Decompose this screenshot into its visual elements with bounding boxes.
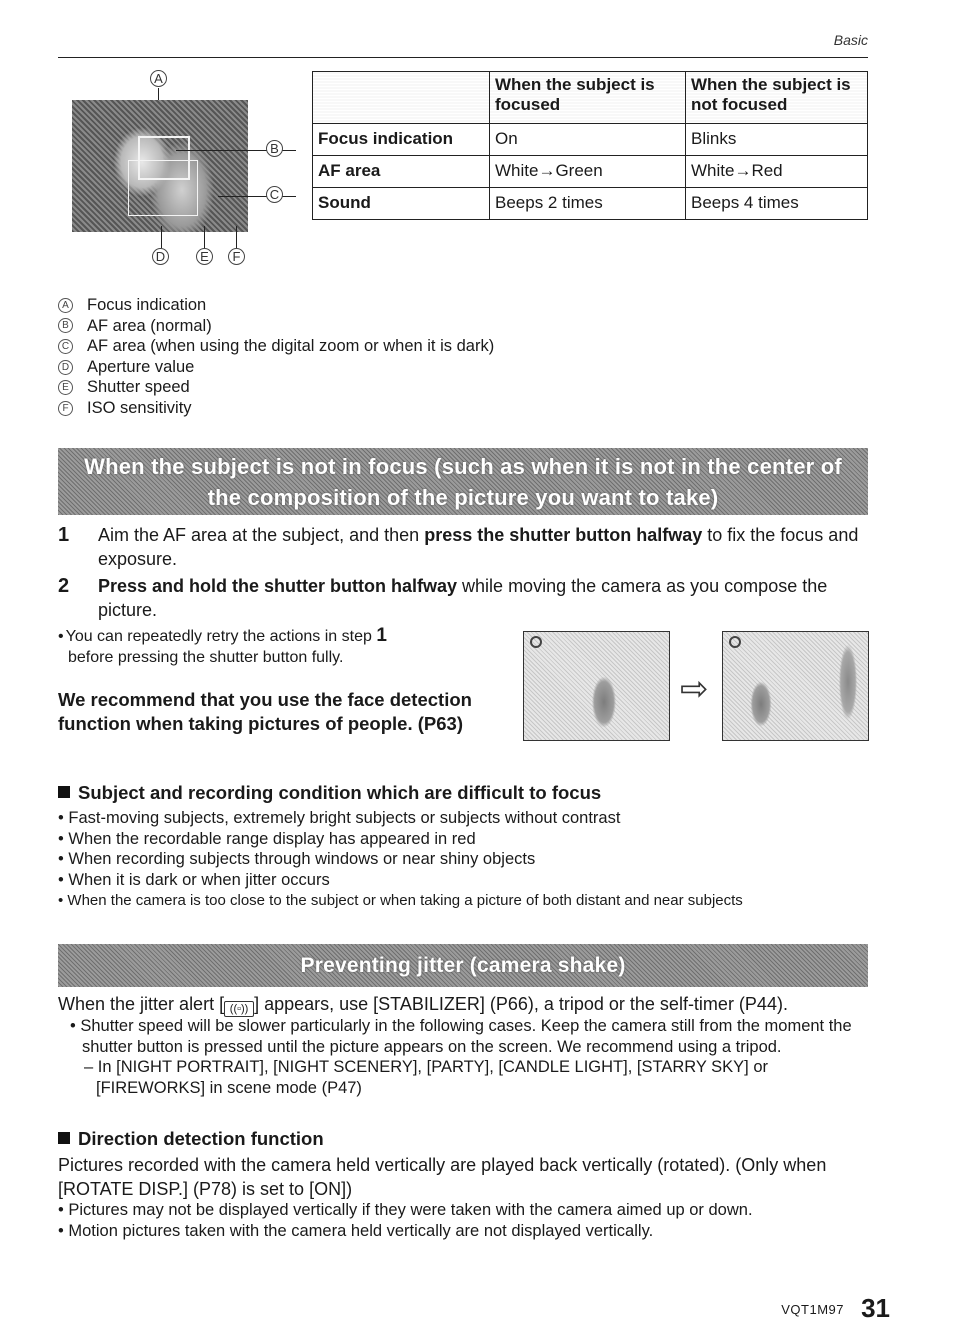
legend-text: Focus indication [87, 296, 207, 314]
step-note: • You can repeatedly retry the actions in step 1 before pressing the shutter button fully. [58, 626, 478, 668]
list-item-text: Shutter speed will be slower particularly in the following cases. Keep the camera still from the moment the shutter button is pressed until the picture appears on the screen. We recommend using a tripod. [80, 1017, 852, 1056]
callout-a: A [150, 70, 167, 87]
direction-detection-heading [58, 1128, 324, 1150]
step-1 [58, 523, 868, 571]
banner-title-line: When the subject is not in focus (such as when it is not in the center of [84, 453, 842, 479]
section-banner-focus [58, 448, 868, 515]
table-cell: Blinks [686, 124, 868, 156]
legend-mark: C [58, 339, 73, 354]
legend-text: Shutter speed [87, 378, 190, 397]
callout-line [236, 226, 237, 248]
note-step-ref: 1 [376, 625, 387, 646]
focus-icon [729, 636, 741, 648]
difficult-focus-list [58, 808, 884, 912]
legend-mark: A [58, 298, 73, 313]
list-item-text: When the camera is too close to the subject or when taking a picture of both distant and near subjects [67, 891, 743, 909]
list-item: • When the recordable range display has appeared in red [58, 829, 476, 848]
legend-item [58, 377, 494, 398]
jitter-notes [58, 1016, 868, 1099]
list-item-text: Fast-moving subjects, extremely bright subjects or subjects without contrast [68, 809, 621, 827]
table-cell: White→Red [686, 156, 868, 188]
callout-d: D [152, 248, 169, 265]
step-number: 1 [58, 524, 70, 546]
section-label: Basic [833, 32, 868, 48]
callout-line [218, 196, 296, 197]
legend-text: Aperture value [87, 357, 195, 376]
table-header-cell: When the subject is focused [490, 72, 686, 124]
legend-mark: D [58, 360, 73, 375]
direction-body: Pictures recorded with the camera held vertically are played back vertically (rotated). (Only when [ROTATE DISP.] (P78) is set to [ON]) [58, 1155, 827, 1199]
list-item-text: Motion pictures taken with the camera held vertically are not displayed vertically. [68, 1221, 654, 1240]
camera-screen-figure [58, 64, 298, 282]
step-text [98, 523, 868, 571]
legend-mark: F [58, 401, 73, 416]
jitter-alert-icon: ((▫)) [224, 1001, 254, 1017]
legend-item [58, 316, 494, 337]
list-item: • When recording subjects through windows or near shiny objects [58, 850, 536, 869]
list-item: • When the camera is too close to the subject or when taking a picture of both distant and near subjects [58, 891, 743, 909]
list-item-text: In [NIGHT PORTRAIT], [NIGHT SCENERY], [PARTY], [CANDLE LIGHT], [STARRY SKY] or [FIREWORKS] in scene mode (P47) [96, 1058, 769, 1098]
step-number: 2 [58, 575, 70, 597]
callout-e: E [196, 248, 213, 265]
list-item-text: When the recordable range display has appeared in red [68, 829, 476, 848]
table-cell: Beeps 2 times [490, 188, 686, 220]
legend-mark: E [58, 380, 73, 395]
legend-text: ISO sensitivity [87, 398, 192, 417]
legend-text: AF area (when using the digital zoom or when it is dark) [87, 337, 495, 356]
composition-after-image [722, 631, 869, 741]
table-row-header: Sound [313, 188, 490, 220]
focus-status-table [312, 71, 868, 220]
legend-item [58, 357, 494, 378]
document-code: VQT1M97 [781, 1302, 844, 1317]
note-text: You can repeatedly retry the actions in step [65, 628, 377, 645]
camera-screen-image [72, 100, 248, 232]
step-2 [58, 574, 868, 622]
header-rule [58, 57, 868, 58]
callout-line [161, 226, 162, 248]
callout-c: C [266, 186, 283, 203]
table-header-cell: When the subject is not focused [686, 72, 868, 124]
table-cell: Beeps 4 times [686, 188, 868, 220]
legend-item [58, 295, 494, 316]
list-item: • When it is dark or when jitter occurs [58, 871, 330, 890]
callout-f: F [228, 248, 245, 265]
section-banner-jitter: Preventing jitter (camera shake) [58, 944, 868, 987]
step-text-part: to fix the focus and exposure. [98, 525, 859, 569]
face-detection-recommendation: We recommend that you use the face detection function when taking pictures of people. (P63) [58, 689, 472, 734]
legend-text: AF area (normal) [87, 316, 212, 335]
list-item: • Pictures may not be displayed vertically if they were taken with the camera aimed up or down. [58, 1201, 753, 1219]
page-number: 31 [861, 1293, 890, 1323]
heading-text: Subject and recording condition which are difficult to focus [78, 782, 602, 803]
callout-line [204, 226, 205, 248]
table-header-row [313, 72, 868, 124]
step-text-part: Aim the AF area at the subject, and then [98, 525, 425, 545]
table-cell: On [490, 124, 686, 156]
focus-icon [530, 636, 542, 648]
square-bullet-icon [58, 786, 70, 798]
heading-text: Direction detection function [78, 1128, 324, 1149]
banner-title-line: the composition of the picture you want to take) [207, 484, 719, 510]
legend-item [58, 336, 494, 357]
table-header-cell [313, 72, 490, 124]
table-row [313, 156, 868, 188]
table-row-header: Focus indication [313, 124, 490, 156]
table-row-header: AF area [313, 156, 490, 188]
jitter-intro [58, 992, 868, 1017]
table-row [313, 124, 868, 156]
direction-list [58, 1200, 884, 1241]
intro-text: When the jitter alert [ [58, 994, 225, 1014]
right-arrow-icon: ⇨ [680, 670, 709, 708]
table-row [313, 188, 868, 220]
square-bullet-icon [58, 1132, 70, 1144]
list-item: – In [NIGHT PORTRAIT], [NIGHT SCENERY], [PARTY], [CANDLE LIGHT], [STARRY SKY] or [FIREWORKS] in scene mode (P47) [84, 1058, 769, 1098]
step-text-bold: press the shutter button halfway [424, 525, 703, 545]
list-item-text: When recording subjects through windows or near shiny objects [68, 850, 536, 869]
list-item-text: When it is dark or when jitter occurs [68, 871, 330, 890]
step-text-part: while moving the camera as you compose the picture. [98, 576, 828, 620]
callout-b: B [266, 140, 283, 157]
difficult-focus-heading [58, 782, 601, 804]
composition-before-image [523, 631, 670, 741]
list-item: • Shutter speed will be slower particularly in the following cases. Keep the camera still from the moment the shutter button is pressed until the picture appears on the screen. We recommend using a tripod. [70, 1017, 852, 1056]
list-item-text: Pictures may not be displayed vertically if they were taken with the camera aimed up or down. [68, 1201, 753, 1219]
note-text: before pressing the shutter button fully. [68, 648, 344, 666]
af-area-zoom [128, 160, 198, 216]
legend-mark: B [58, 318, 73, 333]
table-cell: White→Green [490, 156, 686, 188]
legend-item [58, 398, 494, 419]
figure-legend [58, 295, 494, 419]
intro-text: ] appears, use [STABILIZER] (P66), a tripod or the self-timer (P44). [254, 994, 788, 1014]
list-item: • Fast-moving subjects, extremely bright subjects or subjects without contrast [58, 809, 621, 827]
step-text-bold: Press and hold the shutter button halfway [98, 576, 458, 596]
step-text [98, 574, 868, 622]
list-item: • Motion pictures taken with the camera held vertically are not displayed vertically. [58, 1221, 654, 1240]
